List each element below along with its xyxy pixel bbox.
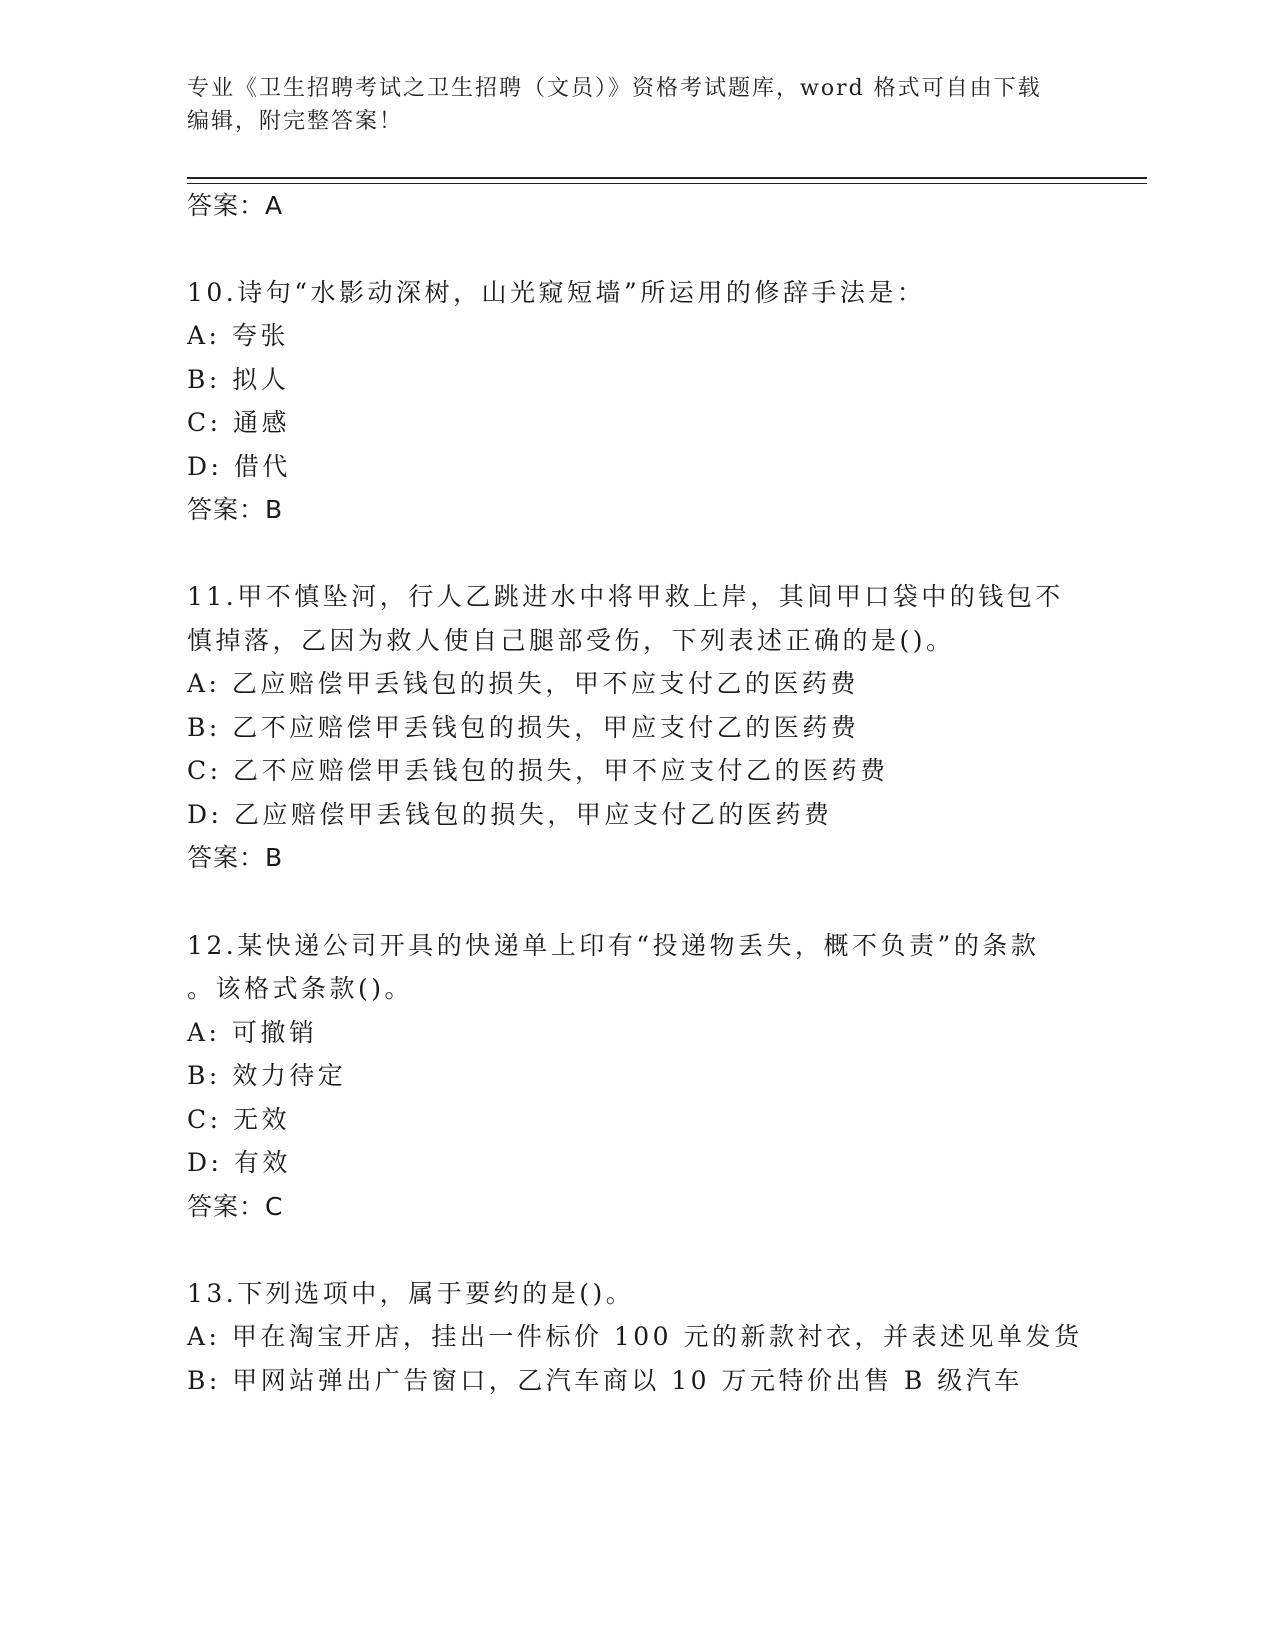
question-10-option-d: D: 借代 xyxy=(187,452,291,481)
question-12-option-a: A: 可撤销 xyxy=(187,1018,318,1047)
answer-q11: 答案：B xyxy=(187,843,284,872)
question-11-option-b: B: 乙不应赔偿甲丢钱包的损失，甲应支付乙的医药费 xyxy=(187,713,860,742)
question-12-option-c: C: 无效 xyxy=(187,1105,290,1134)
question-11-option-c: C: 乙不应赔偿甲丢钱包的损失，甲不应支付乙的医药费 xyxy=(187,756,889,785)
question-10-option-c: C: 通感 xyxy=(187,408,290,437)
question-11-stem-line-2: 慎掉落，乙因为救人使自己腿部受伤，下列表述正确的是()。 xyxy=(187,626,955,655)
header-rule-thin xyxy=(187,183,1147,184)
question-12-stem-line-2: 。该格式条款()。 xyxy=(187,974,414,1003)
question-13-option-b: B: 甲网站弹出广告窗口，乙汽车商以 10 万元特价出售 B 级汽车 xyxy=(187,1366,1023,1395)
header-rule-thick xyxy=(187,177,1147,179)
question-11-option-d: D: 乙应赔偿甲丢钱包的损失，甲应支付乙的医药费 xyxy=(187,800,833,829)
question-13-stem: 13.下列选项中，属于要约的是()。 xyxy=(187,1279,635,1308)
question-13-option-a: A: 甲在淘宝开店，挂出一件标价 100 元的新款衬衣，并表述见单发货 xyxy=(187,1322,1083,1351)
question-11-stem-line-1: 11.甲不慎坠河，行人乙跳进水中将甲救上岸，其间甲口袋中的钱包不 xyxy=(187,582,1064,611)
header-line-2: 编辑，附完整答案！ xyxy=(187,109,404,134)
answer-q9: 答案：A xyxy=(187,191,284,220)
question-10-stem: 10.诗句“水影动深树，山光窥短墙”所运用的修辞手法是： xyxy=(187,278,926,307)
document-header xyxy=(187,72,1067,138)
answer-q10: 答案：B xyxy=(187,495,284,524)
question-12-option-d: D: 有效 xyxy=(187,1148,291,1177)
header-line-1: 专业《卫生招聘考试之卫生招聘（文员）》资格考试题库，word 格式可自由下载 xyxy=(187,76,1042,101)
question-12-stem-line-1: 12.某快递公司开具的快递单上印有“投递物丢失，概不负责”的条款 xyxy=(187,931,1040,960)
question-10-option-a: A: 夸张 xyxy=(187,321,289,350)
answer-q12: 答案：C xyxy=(187,1192,284,1221)
question-10-option-b: B: 拟人 xyxy=(187,365,290,394)
question-11-option-a: A: 乙应赔偿甲丢钱包的损失，甲不应支付乙的医药费 xyxy=(187,669,859,698)
question-12-option-b: B: 效力待定 xyxy=(187,1061,347,1090)
